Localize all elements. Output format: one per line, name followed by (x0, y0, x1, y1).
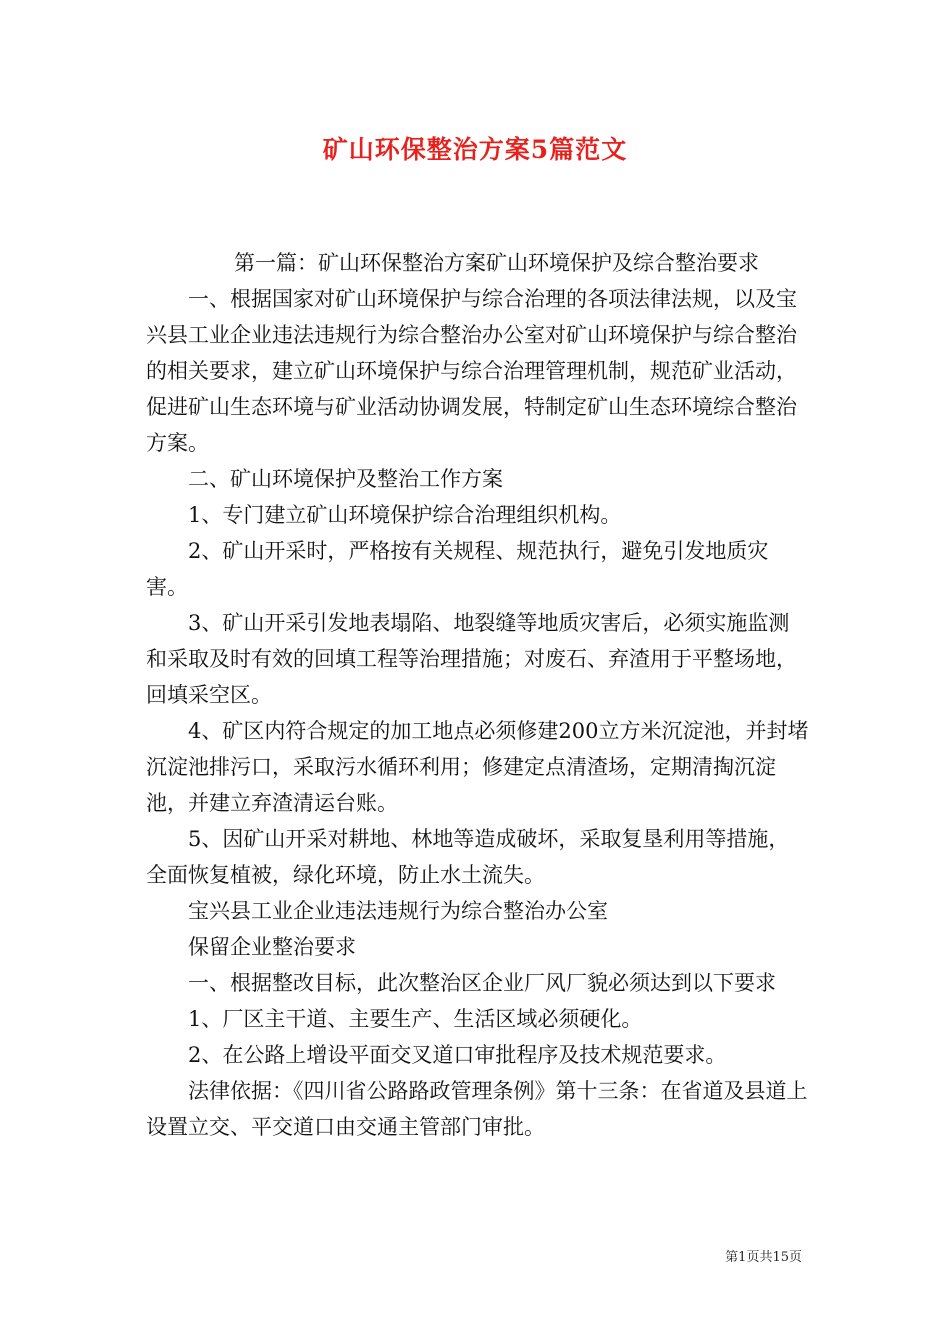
paragraph: 二、矿山环境保护及整治工作方案 (188, 467, 503, 491)
list-item: 5、因矿山开采对耕地、林地等造成破坏，采取复垦利用等措施，全面恢复植被，绿化环境，防止水土流失。 (146, 827, 790, 887)
document-title: 矿山环保整治方案5篇范文 (322, 135, 628, 164)
list-item: 3、矿山开采引发地表塌陷、地裂缝等地质灾害后，必须实施监测和采取及时有效的回填工程等治理措施；对废石、弃渣用于平整场地，回填采空区。 (146, 611, 797, 707)
paragraph: 法律依据：《四川省公路路政管理条例》第十三条：在省道及县道上设置立交、平交道口由交通主管部门审批。 (146, 1079, 808, 1139)
list-item: 2、在公路上增设平面交叉道口审批程序及技术规范要求。 (188, 1043, 727, 1067)
paragraph: 宝兴县工业企业违法违规行为综合整治办公室 (188, 899, 608, 923)
list-item: 1、厂区主干道、主要生产、生活区域必须硬化。 (188, 1007, 643, 1031)
paragraph: 一、根据整改目标，此次整治区企业厂风厂貌必须达到以下要求 (188, 971, 776, 995)
list-item: 4、矿区内符合规定的加工地点必须修建200立方米沉淀池，并封堵沉淀池排污口，采取污水循环利用；修建定点清渣场，定期清掏沉淀池，并建立弃渣清运台账。 (146, 719, 809, 815)
section-heading-1: 第一篇：矿山环保整治方案矿山环境保护及综合整治要求 (234, 251, 759, 275)
paragraph: 一、根据国家对矿山环境保护与综合治理的各项法律法规，以及宝兴县工业企业违法违规行为综合整治办公室对矿山环境保护与综合整治的相关要求，建立矿山环境保护与综合治理管理机制，规范矿业活动，促进矿山生态环境与矿业活动协调发展，特制定矿山生态环境综合整治方案。 (146, 287, 797, 455)
paragraph: 保留企业整治要求 (188, 935, 356, 959)
document-body (146, 245, 810, 1145)
page-number: 第1页共15页 (725, 1250, 802, 1265)
list-item: 2、矿山开采时，严格按有关规程、规范执行，避免引发地质灾害。 (146, 539, 769, 599)
list-item: 1、专门建立矿山环境保护综合治理组织机构。 (188, 503, 622, 527)
